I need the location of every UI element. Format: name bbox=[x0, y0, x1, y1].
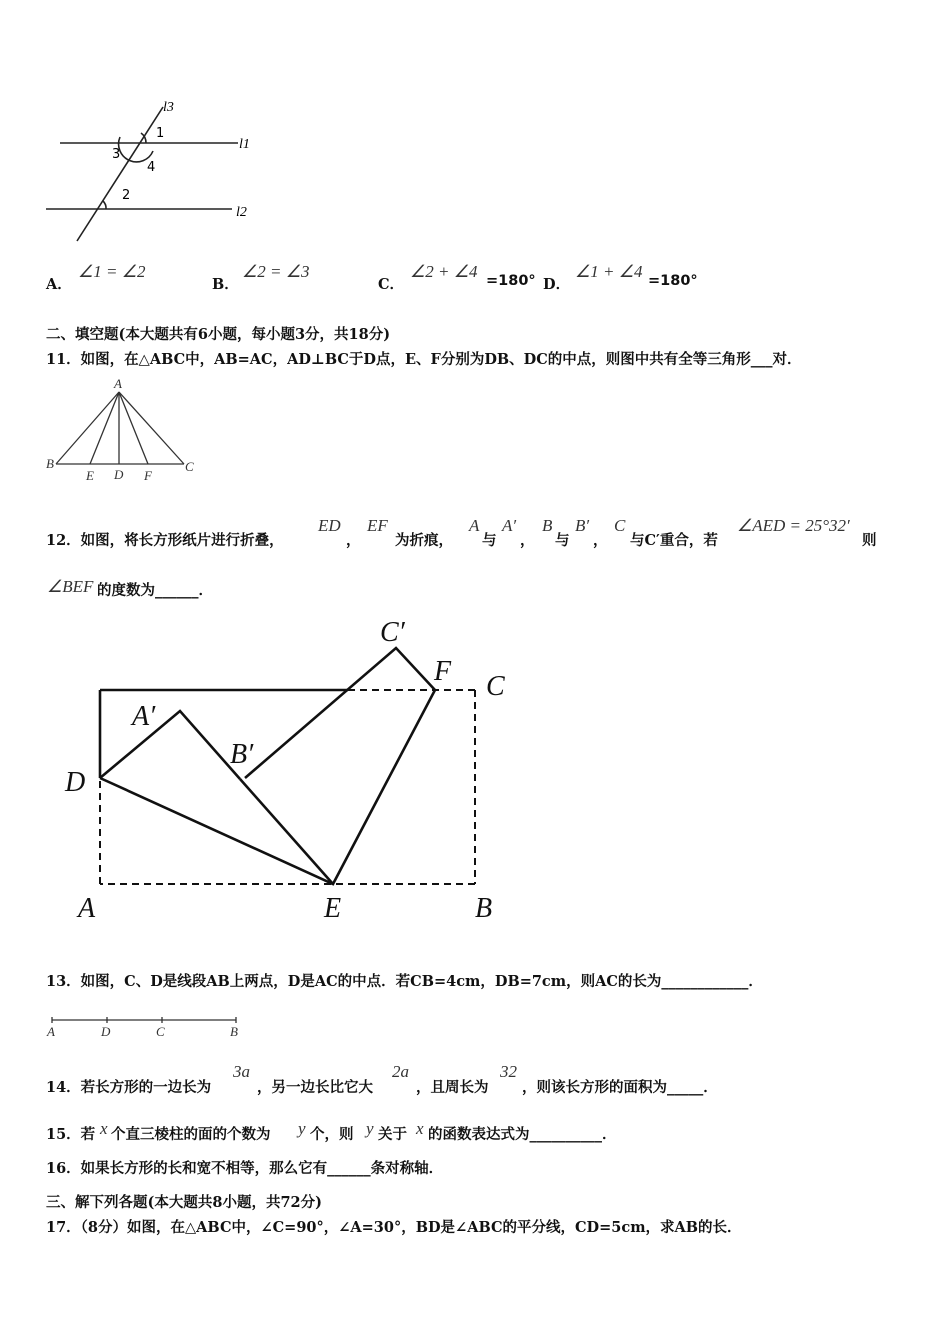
q15-y1: y bbox=[298, 1119, 306, 1138]
fold-label-b-prime: B′ bbox=[230, 739, 254, 770]
option-d-suffix: =180° bbox=[648, 273, 698, 289]
angle-arc-2 bbox=[103, 201, 106, 209]
q12-a: A bbox=[469, 516, 480, 535]
q12-b: B bbox=[542, 516, 553, 535]
label-angle-2: 2 bbox=[122, 188, 131, 203]
label-l3: l3 bbox=[163, 100, 174, 115]
q12-a-prime: A′ bbox=[502, 516, 517, 535]
tri-label-d: D bbox=[114, 467, 124, 482]
seg-label-d: D bbox=[101, 1024, 111, 1039]
question-13: 13．如图，C、D是线段AB上两点，D是AC的中点．若CB=4cm，DB=7cm，则AC的长为____________． bbox=[46, 973, 763, 990]
q12-comma2: ， bbox=[520, 532, 535, 549]
q15-y2: y bbox=[366, 1119, 374, 1138]
tri-label-f: F bbox=[144, 468, 152, 483]
fold-label-a-prime: A′ bbox=[132, 701, 156, 732]
q12-with3: 与C′重合，若 bbox=[630, 532, 718, 549]
question-11: 11．如图，在△ABC中，AB=AC，AD⊥BC于D点，E、F分别为DB、DC的中点，则图中共有全等三角形___对． bbox=[46, 351, 802, 368]
line-segment-figure bbox=[44, 1012, 254, 1042]
q14-part4: ，则该长方形的面积为_____． bbox=[522, 1079, 718, 1096]
seg-label-b: B bbox=[230, 1024, 238, 1039]
option-c-suffix: =180° bbox=[486, 273, 536, 289]
q14-e1: 3a bbox=[233, 1062, 250, 1081]
tri-label-c: C bbox=[185, 459, 194, 474]
q12-c: C bbox=[614, 516, 626, 535]
triangle-figure bbox=[44, 376, 204, 486]
q12-comma3: ， bbox=[593, 532, 608, 549]
label-angle-1: 1 bbox=[156, 126, 165, 141]
fold-label-f: F bbox=[434, 656, 452, 687]
q12-then: 则 bbox=[862, 532, 877, 549]
label-angle-4: 4 bbox=[147, 160, 156, 175]
q12-ef: EF bbox=[367, 516, 388, 535]
question-15-part1: 15．若 bbox=[46, 1126, 96, 1143]
q15-part4: 关于 bbox=[378, 1126, 407, 1143]
parallel-lines-figure bbox=[40, 95, 280, 250]
section-2-title: 二、填空题(本大题共有6小题，每小题3分，共18分) bbox=[46, 326, 391, 343]
tri-label-b: B bbox=[46, 456, 54, 471]
q12-b-prime: B′ bbox=[575, 516, 590, 535]
q15-part2: 个直三棱柱的面的个数为 bbox=[111, 1126, 271, 1143]
option-c: C． bbox=[378, 276, 405, 293]
q14-part3: ，且周长为 bbox=[416, 1079, 489, 1096]
q12-ed: ED bbox=[318, 516, 341, 535]
question-12-part1: 12．如图，将长方形纸片进行折叠， bbox=[46, 532, 284, 549]
fold-label-e: E bbox=[324, 893, 342, 924]
fold-label-c: C bbox=[486, 671, 505, 702]
label-angle-3: 3 bbox=[112, 147, 121, 162]
q14-e2: 2a bbox=[392, 1062, 409, 1081]
q12-with1: 与 bbox=[482, 532, 497, 549]
tri-label-a: A bbox=[114, 376, 122, 391]
q12-tail: 的度数为______． bbox=[97, 582, 213, 599]
label-l1: l1 bbox=[239, 137, 250, 152]
q12-angle-bef: ∠BEF bbox=[47, 577, 94, 596]
question-17: 17．（8分）如图，在△ABC中，∠C=90°，∠A=30°，BD是∠ABC的平分线，CD=5cm，求AB的长． bbox=[46, 1219, 742, 1236]
q12-with2: 与 bbox=[555, 532, 570, 549]
fold-label-c-prime: C′ bbox=[380, 617, 405, 648]
q15-x2: x bbox=[416, 1119, 424, 1138]
option-c-expr: ∠2 + ∠4 bbox=[410, 262, 478, 281]
q12-fold: 为折痕， bbox=[395, 532, 453, 549]
q15-part5: 的函数表达式为__________． bbox=[428, 1126, 617, 1143]
option-d: D． bbox=[543, 276, 571, 293]
seg-label-a: A bbox=[47, 1024, 55, 1039]
fold-label-b: B bbox=[475, 893, 493, 924]
option-b: B． bbox=[212, 276, 239, 293]
fold-label-a: A bbox=[78, 893, 96, 924]
q15-part3: 个，则 bbox=[310, 1126, 354, 1143]
q14-e3: 32 bbox=[500, 1062, 517, 1081]
option-b-expr: ∠2 = ∠3 bbox=[242, 262, 310, 281]
option-d-expr: ∠1 + ∠4 bbox=[575, 262, 643, 281]
question-14-part1: 14．若长方形的一边长为 bbox=[46, 1079, 212, 1096]
folding-rectangle-figure bbox=[60, 615, 530, 925]
option-a: A． bbox=[46, 276, 72, 293]
q12-comma1: ， bbox=[346, 532, 361, 549]
q14-part2: ，另一边长比它大 bbox=[257, 1079, 373, 1096]
q15-x1: x bbox=[100, 1119, 108, 1138]
section-3-title: 三、解下列各题(本大题共8小题，共72分) bbox=[46, 1194, 322, 1211]
seg-label-c: C bbox=[156, 1024, 165, 1039]
tri-label-e: E bbox=[86, 468, 94, 483]
q12-angle-aed: ∠AED = 25°32′ bbox=[737, 516, 850, 535]
label-l2: l2 bbox=[236, 205, 247, 220]
fold-label-d: D bbox=[65, 767, 86, 798]
question-16: 16．如果长方形的长和宽不相等，那么它有______条对称轴． bbox=[46, 1160, 444, 1177]
option-a-expr: ∠1 = ∠2 bbox=[78, 262, 146, 281]
